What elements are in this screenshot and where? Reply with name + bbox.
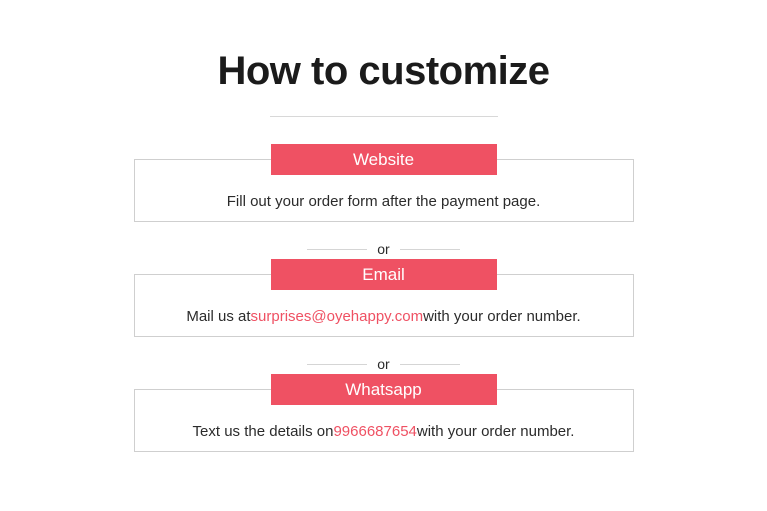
separator-line-left-2 xyxy=(307,364,367,365)
separator-label-2: or xyxy=(377,356,390,372)
option-card-whatsapp xyxy=(134,380,634,452)
option-text-tail-whatsapp: with your order number. xyxy=(416,423,575,440)
option-label-website: Website xyxy=(271,144,497,175)
option-card-email xyxy=(134,265,634,337)
email-link[interactable]: surprises@oyehappy.com xyxy=(250,308,424,325)
option-text-lead-whatsapp: Text us the details on xyxy=(192,423,334,440)
separator-line-right-2 xyxy=(400,364,460,365)
separator-label-1: or xyxy=(377,241,390,257)
option-text-lead-email: Mail us at xyxy=(186,308,251,325)
phone-number-link[interactable]: 9966687654 xyxy=(333,423,417,440)
option-text-tail-email: with your order number. xyxy=(423,308,581,325)
separator-line-left-1 xyxy=(307,249,367,250)
separator-or-1 xyxy=(134,240,634,258)
options-list xyxy=(134,117,634,452)
page-title: How to customize xyxy=(217,49,550,93)
separator-line-right-1 xyxy=(400,249,460,250)
option-label-email: Email xyxy=(271,259,497,290)
option-description-email xyxy=(135,297,633,336)
option-label-whatsapp: Whatsapp xyxy=(271,374,497,405)
option-description-website xyxy=(135,182,633,221)
option-card-website xyxy=(134,150,634,222)
separator-or-2 xyxy=(134,355,634,373)
option-description-whatsapp xyxy=(135,412,633,451)
option-text-lead-website: Fill out your order form after the payment page. xyxy=(226,193,541,210)
